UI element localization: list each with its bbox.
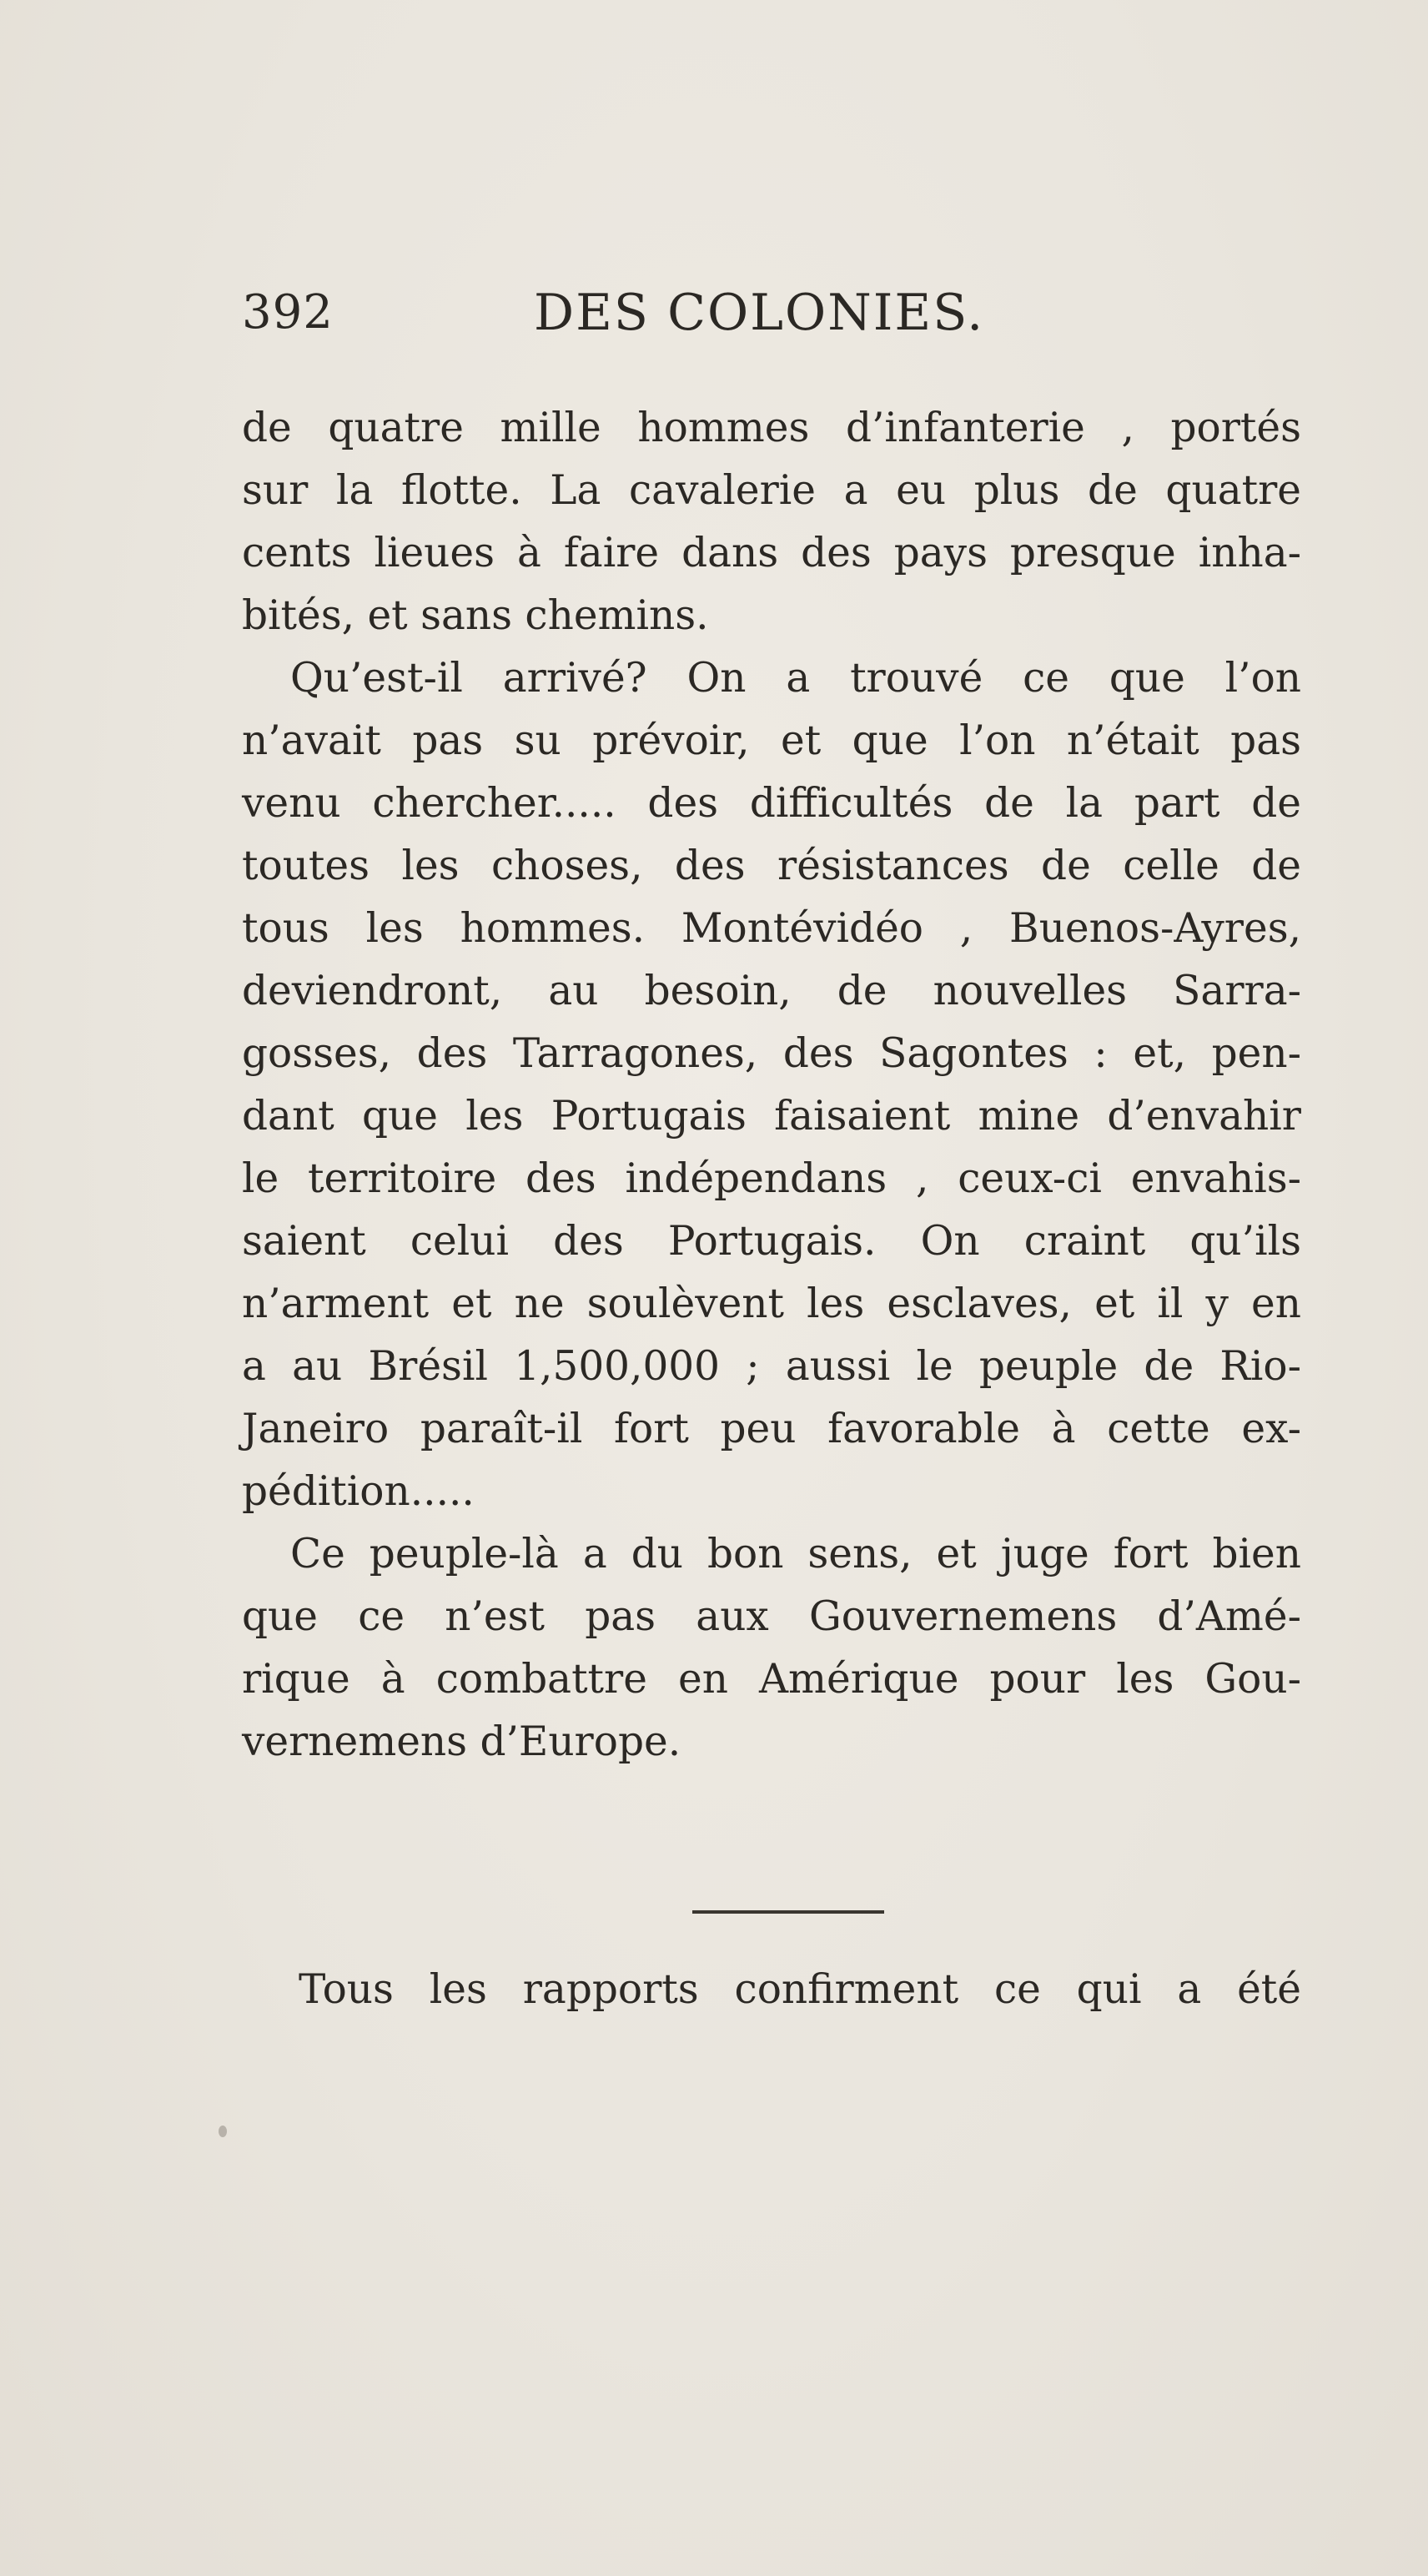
page-header	[242, 275, 1301, 350]
text-line: venu chercher..... des difficultés de la part de	[242, 780, 1301, 827]
text-line: sur la flotte. La cavalerie a eu plus de quatre	[242, 467, 1301, 514]
text-line: rique à combattre en Amérique pour les Gou-	[242, 1656, 1301, 1703]
text-line: a au Brésil 1,500,000 ; aussi le peuple de Rio-	[242, 1343, 1301, 1390]
section-divider	[692, 1910, 884, 1914]
text-line: vernemens d’Europe.	[242, 1718, 681, 1765]
body-text	[242, 397, 1301, 1774]
text-line: de quatre mille hommes d’infanterie , portés	[242, 405, 1301, 451]
text-line: Janeiro paraît-il fort peu favorable à cette ex-	[242, 1406, 1301, 1452]
text-line: saient celui des Portugais. On craint qu’ils	[242, 1218, 1301, 1265]
text-line: le territoire des indépendans , ceux-ci envahis-	[242, 1155, 1301, 1202]
text-line: pédition.....	[242, 1468, 475, 1515]
text-line: Qu’est-il arrivé? On a trouvé ce que l’on	[290, 655, 1301, 702]
text-line: cents lieues à faire dans des pays presque inha-	[242, 530, 1301, 576]
text-line: toutes les choses, des résistances de celle de	[242, 843, 1301, 889]
text-line: gosses, des Tarragones, des Sagontes : et, pen-	[242, 1030, 1301, 1077]
text-line: tous les hommes. Montévidéo , Buenos-Ayres,	[242, 905, 1301, 952]
text-line: n’arment et ne soulèvent les esclaves, et il y en	[242, 1280, 1301, 1327]
text-line: Ce peuple-là a du bon sens, et juge fort bien	[290, 1531, 1301, 1577]
text-line: bités, et sans chemins.	[242, 592, 709, 639]
text-line: Tous les rapports confirment ce qui a été	[299, 1966, 1301, 2013]
running-title: DES COLONIES.	[534, 284, 985, 342]
text-line: dant que les Portugais faisaient mine d’envahir	[242, 1093, 1301, 1140]
text-line: deviendront, au besoin, de nouvelles Sarra-	[242, 968, 1301, 1014]
text-line: n’avait pas su prévoir, et que l’on n’était pas	[242, 717, 1301, 764]
text-line: que ce n’est pas aux Gouvernemens d’Amé-	[242, 1593, 1301, 1640]
page-number: 392	[242, 285, 334, 340]
paper-speck	[219, 2126, 227, 2137]
